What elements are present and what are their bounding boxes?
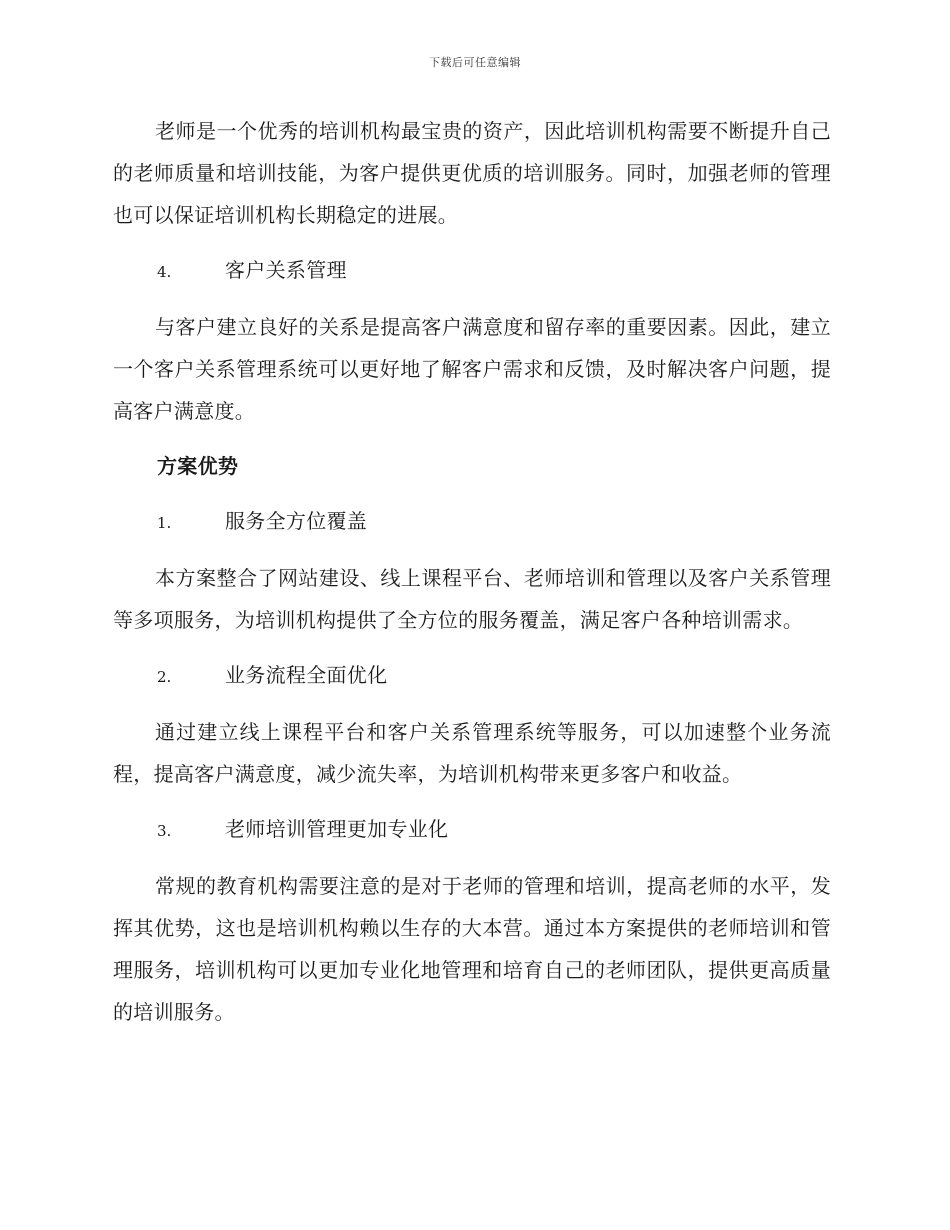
paragraph-crm: 与客户建立良好的关系是提高客户满意度和留存率的重要因素。因此，建立一个客户关系管理系统可以更好地了解客户需求和反馈，及时解决客户问题，提高客户满意度。 bbox=[113, 315, 831, 423]
document-body bbox=[113, 110, 831, 1046]
list-item-advantage-2 bbox=[113, 654, 831, 698]
page-header: 下载后可任意编辑 bbox=[429, 56, 521, 69]
list-number: 1. bbox=[157, 514, 172, 532]
section-heading: 方案优势 bbox=[157, 454, 239, 478]
list-item-title: 业务流程全面优化 bbox=[225, 663, 388, 687]
list-item-advantage-1 bbox=[113, 500, 831, 544]
list-item-title: 老师培训管理更加专业化 bbox=[225, 817, 449, 841]
paragraph-advantage-1: 本方案整合了网站建设、线上课程平台、老师培训和管理以及客户关系管理等多项服务，为培训机构提供了全方位的服务覆盖，满足客户各种培训需求。 bbox=[113, 566, 831, 632]
paragraph-advantage-3: 常规的教育机构需要注意的是对于老师的管理和培训，提高老师的水平，发挥其优势，这也是培训机构赖以生存的大本营。通过本方案提供的老师培训和管理服务，培训机构可以更加专业化地管理和培育自己的老师团队，提供更高质量的培训服务。 bbox=[113, 874, 831, 1024]
list-number: 2. bbox=[157, 668, 172, 686]
list-item-title: 客户关系管理 bbox=[225, 258, 347, 282]
list-number: 3. bbox=[157, 822, 172, 840]
list-item-title: 服务全方位覆盖 bbox=[225, 509, 368, 533]
list-number: 4. bbox=[157, 263, 172, 281]
paragraph-advantage-2: 通过建立线上课程平台和客户关系管理系统等服务，可以加速整个业务流程，提高客户满意度，减少流失率，为培训机构带来更多客户和收益。 bbox=[113, 720, 831, 786]
list-item-crm bbox=[113, 249, 831, 293]
paragraph-teacher-asset: 老师是一个优秀的培训机构最宝贵的资产，因此培训机构需要不断提升自己的老师质量和培训技能，为客户提供更优质的培训服务。同时，加强老师的管理也可以保证培训机构长期稳定的进展。 bbox=[113, 119, 831, 227]
list-item-advantage-3 bbox=[113, 808, 831, 852]
